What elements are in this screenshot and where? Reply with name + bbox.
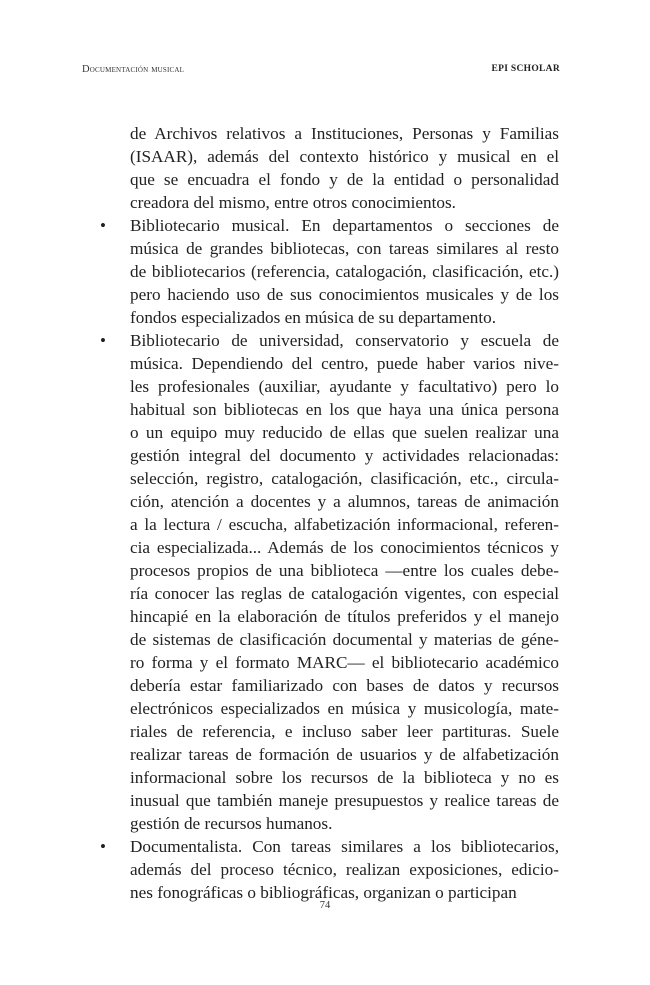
text-line-content: fondos especializados en música de su departamento.: [130, 308, 497, 327]
text-line-content: selección, registro, catalogación, clasificación, etc., circula-: [130, 469, 559, 488]
text-line-content: (ISAAR), además del contexto histórico y musical en el: [130, 147, 559, 166]
text-line: [82, 766, 560, 789]
text-line-content: ría conocer las reglas de catalogación vigentes, con especial: [130, 584, 559, 603]
text-line: [82, 214, 560, 237]
text-line: [82, 352, 560, 375]
text-line: [82, 467, 560, 490]
text-line-content: ción, atención a docentes y a alumnos, tareas de animación: [130, 492, 559, 511]
text-line-content: Bibliotecario de universidad, conservatorio y escuela de: [130, 331, 559, 350]
running-header-publisher: EPI SCHOLAR: [491, 64, 560, 74]
text-line: [82, 858, 560, 881]
bullet-marker: •: [100, 837, 106, 856]
text-line: [82, 398, 560, 421]
text-line-content: música. Dependiendo del centro, puede haber varios nive-: [130, 354, 559, 373]
text-line: [82, 582, 560, 605]
text-line: [82, 674, 560, 697]
text-line-content: nes fonográficas o bibliográficas, organizan o participan: [130, 883, 517, 902]
text-line-content: gestión integral del documento y actividades relacionadas:: [130, 446, 559, 465]
text-line-content: informacional sobre los recursos de la biblioteca y no es: [130, 768, 559, 787]
text-line: [82, 651, 560, 674]
text-line-content: gestión de recursos humanos.: [130, 814, 333, 833]
text-line-content: ro forma y el formato MARC— el bibliotecario académico: [130, 653, 559, 672]
text-line-content: Bibliotecario musical. En departamentos o secciones de: [130, 216, 559, 235]
text-line: [82, 559, 560, 582]
running-header: [82, 64, 560, 80]
text-line: [82, 835, 560, 858]
text-line: [82, 490, 560, 513]
running-header-section-title: Documentación musical: [82, 64, 185, 75]
text-line-content: Documentalista. Con tareas similares a los bibliotecarios,: [130, 837, 559, 856]
bullet-marker: •: [100, 331, 106, 350]
text-line: [82, 191, 560, 214]
text-line: [82, 789, 560, 812]
text-line-content: además del proceso técnico, realizan exposiciones, edicio-: [130, 860, 559, 879]
text-line-content: cia especializada... Además de los conocimientos técnicos y: [130, 538, 559, 557]
text-line: [82, 283, 560, 306]
text-line: [82, 260, 560, 283]
text-line: [82, 743, 560, 766]
text-line-content: inusual que también maneje presupuestos y realice tareas de: [130, 791, 559, 810]
text-line: [82, 237, 560, 260]
text-line-content: riales de referencia, e incluso saber leer partituras. Suele: [130, 722, 559, 741]
text-line: [82, 536, 560, 559]
text-line-content: creadora del mismo, entre otros conocimientos.: [130, 193, 456, 212]
body-text: [82, 122, 560, 904]
text-line: [82, 513, 560, 536]
text-line: [82, 628, 560, 651]
text-line-content: les profesionales (auxiliar, ayudante y facultativo) pero lo: [130, 377, 559, 396]
text-line-content: debería estar familiarizado con bases de datos y recursos: [130, 676, 559, 695]
text-line: [82, 329, 560, 352]
text-line: [82, 812, 560, 835]
text-line: [82, 145, 560, 168]
text-line-content: de bibliotecarios (referencia, catalogación, clasificación, etc.): [130, 262, 559, 281]
page-number: 74: [319, 900, 331, 911]
text-line-content: a la lectura / escucha, alfabetización informacional, referen-: [130, 515, 559, 534]
text-line-content: de sistemas de clasificación documental y materias de géne-: [130, 630, 559, 649]
text-line-content: procesos propios de una biblioteca —entre los cuales debe-: [130, 561, 559, 580]
text-line: [82, 697, 560, 720]
text-line-content: que se encuadra el fondo y de la entidad o personalidad: [130, 170, 559, 189]
text-line: [82, 122, 560, 145]
text-line: [82, 375, 560, 398]
bullet-marker: •: [100, 216, 106, 235]
text-line: [82, 605, 560, 628]
text-line: [82, 421, 560, 444]
text-line: [82, 306, 560, 329]
text-line-content: música de grandes bibliotecas, con tareas similares al resto: [130, 239, 559, 258]
text-line: [82, 720, 560, 743]
text-line-content: hincapié en la elaboración de títulos preferidos y el manejo: [130, 607, 559, 626]
text-line-content: pero haciendo uso de sus conocimientos musicales y de los: [130, 285, 559, 304]
text-line-content: electrónicos especializados en música y musicología, mate-: [130, 699, 559, 718]
text-line: [82, 444, 560, 467]
text-line-content: o un equipo muy reducido de ellas que suelen realizar una: [130, 423, 559, 442]
text-line-content: de Archivos relativos a Instituciones, Personas y Familias: [130, 124, 559, 143]
text-line-content: habitual son bibliotecas en los que haya una única persona: [130, 400, 559, 419]
text-line: [82, 168, 560, 191]
text-line-content: realizar tareas de formación de usuarios y de alfabetización: [130, 745, 559, 764]
